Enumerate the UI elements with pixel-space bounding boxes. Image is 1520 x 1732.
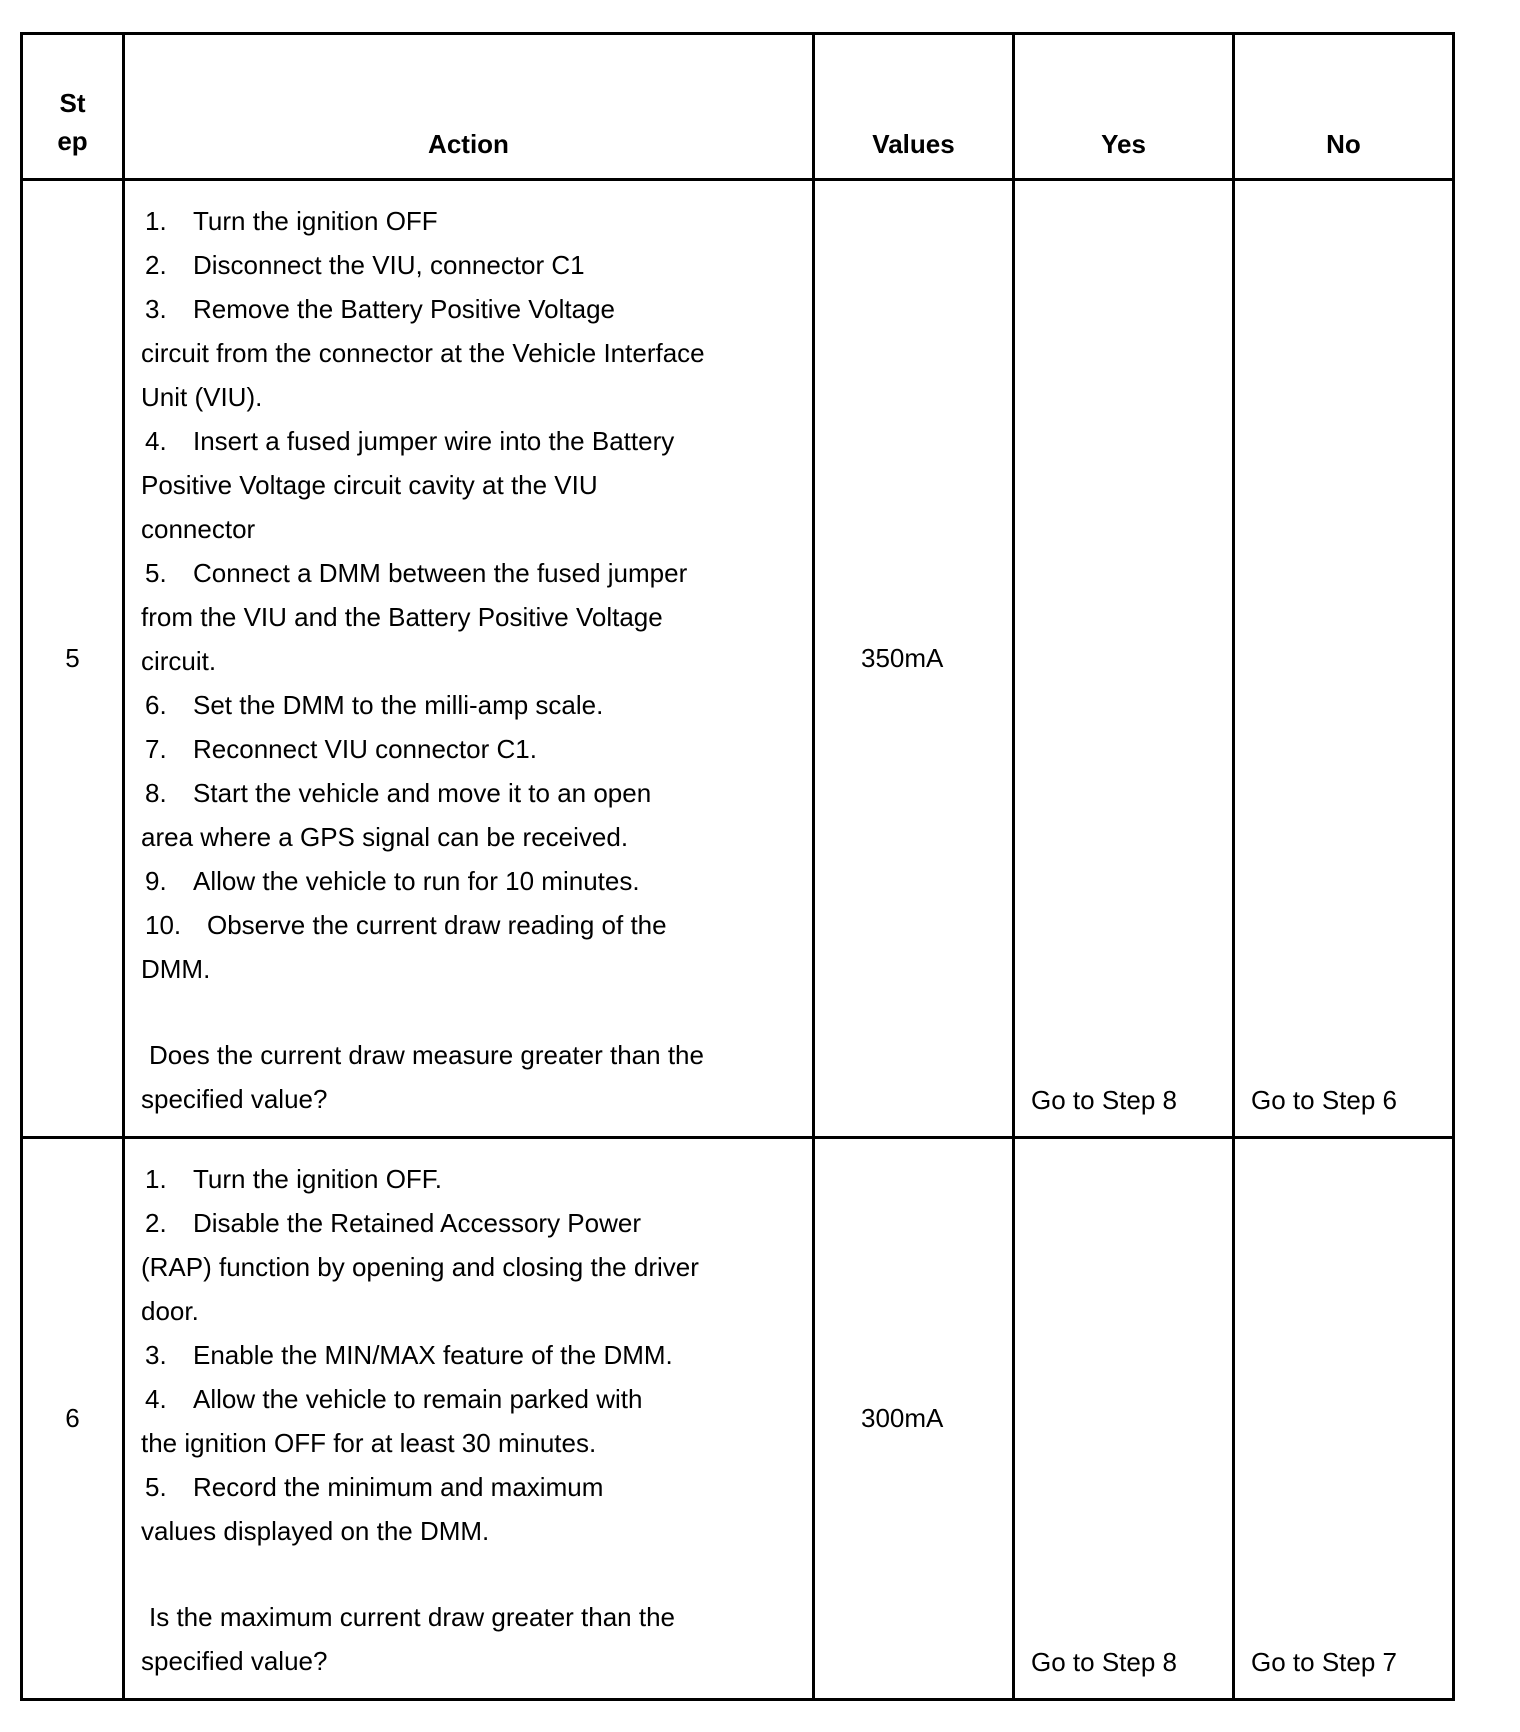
list-item: 8. Start the vehicle and move it to an open — [145, 778, 652, 808]
list-item-continuation: door. — [141, 1296, 199, 1326]
list-item-continuation: connector — [141, 514, 256, 544]
header-step-line2: ep — [57, 126, 88, 156]
header-values: Values — [814, 34, 1014, 180]
header-row — [22, 34, 1454, 180]
list-item-continuation: circuit. — [141, 646, 217, 676]
list-item-continuation: Positive Voltage circuit cavity at the VIU — [141, 470, 598, 500]
list-item-continuation: area where a GPS signal can be received. — [141, 822, 629, 852]
header-yes: Yes — [1014, 34, 1234, 180]
no-result: Go to Step 6 — [1234, 180, 1454, 1138]
header-step-line1: St — [59, 88, 86, 118]
list-item: 6. Set the DMM to the milli-amp scale. — [145, 690, 604, 720]
list-item-continuation: circuit from the connector at the Vehicle Interface — [141, 338, 705, 368]
list-item-continuation: the ignition OFF for at least 30 minutes. — [141, 1428, 597, 1458]
list-item: 7. Reconnect VIU connector C1. — [145, 734, 537, 764]
table-row — [22, 1138, 1454, 1700]
yes-result: Go to Step 8 — [1014, 1138, 1234, 1700]
table-row — [22, 180, 1454, 1138]
list-item-continuation: (RAP) function by opening and closing the driver — [141, 1252, 699, 1282]
list-item: 1. Turn the ignition OFF. — [145, 1164, 443, 1194]
diagnostic-table — [20, 32, 1455, 1701]
list-item-continuation: DMM. — [141, 954, 211, 984]
value-cell: 300mA — [814, 1138, 1014, 1700]
list-item-continuation: values displayed on the DMM. — [141, 1516, 490, 1546]
list-item: 10. Observe the current draw reading of the — [145, 910, 667, 940]
question-text: specified value? — [141, 1646, 328, 1676]
no-result: Go to Step 7 — [1234, 1138, 1454, 1700]
question-text: Does the current draw measure greater than the — [149, 1040, 704, 1070]
list-item: 4. Allow the vehicle to remain parked with — [145, 1384, 643, 1414]
question-text: specified value? — [141, 1084, 328, 1114]
value-cell: 350mA — [814, 180, 1014, 1138]
list-item-continuation: Unit (VIU). — [141, 382, 263, 412]
list-item: 2. Disable the Retained Accessory Power — [145, 1208, 642, 1238]
list-item: 2. Disconnect the VIU, connector C1 — [145, 250, 585, 280]
list-item: 5. Record the minimum and maximum — [145, 1472, 604, 1502]
list-item: 1. Turn the ignition OFF — [145, 206, 438, 236]
yes-result: Go to Step 8 — [1014, 180, 1234, 1138]
header-step — [22, 34, 124, 180]
list-item: 3. Enable the MIN/MAX feature of the DMM. — [145, 1340, 673, 1370]
step-number: 5 — [22, 180, 124, 1138]
action-cell — [124, 1138, 814, 1700]
list-item: 3. Remove the Battery Positive Voltage — [145, 294, 616, 324]
list-item-continuation: from the VIU and the Battery Positive Voltage — [141, 602, 663, 632]
question-text: Is the maximum current draw greater than the — [149, 1602, 676, 1632]
list-item: 4. Insert a fused jumper wire into the Battery — [145, 426, 675, 456]
action-cell — [124, 180, 814, 1138]
list-item: 9. Allow the vehicle to run for 10 minutes. — [145, 866, 640, 896]
header-action: Action — [124, 34, 814, 180]
step-number: 6 — [22, 1138, 124, 1700]
header-no: No — [1234, 34, 1454, 180]
list-item: 5. Connect a DMM between the fused jumper — [145, 558, 688, 588]
